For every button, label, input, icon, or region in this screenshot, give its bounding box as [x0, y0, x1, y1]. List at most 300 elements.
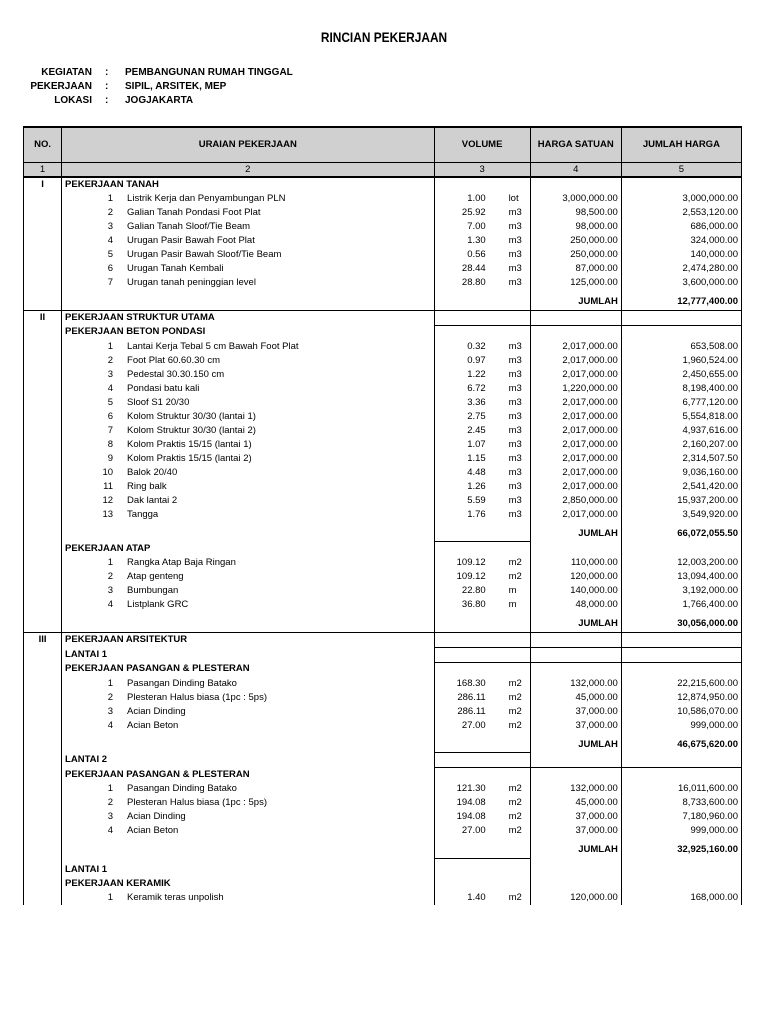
subtotal-label: JUMLAH	[530, 737, 621, 753]
unit-price: 1,220,000.00	[530, 382, 621, 396]
item-wrap	[65, 382, 431, 396]
item-description	[62, 234, 435, 248]
volume-cell	[434, 206, 530, 220]
volume-unit: m2	[508, 557, 522, 568]
line-item-row	[24, 192, 742, 206]
unit-price: 110,000.00	[530, 556, 621, 570]
col-header-volume: VOLUME	[434, 127, 530, 163]
item-wrap	[65, 508, 431, 522]
item-wrap	[65, 368, 431, 382]
volume-unit: m2	[508, 797, 522, 808]
item-wrap	[65, 556, 431, 570]
subtotal-label: JUMLAH	[530, 616, 621, 632]
item-description	[62, 368, 435, 382]
item-description	[62, 382, 435, 396]
line-item-row	[24, 340, 742, 354]
number-cell	[24, 466, 62, 480]
unit-price: 37,000.00	[530, 719, 621, 733]
subtotal-row	[24, 616, 742, 632]
line-item-row	[24, 466, 742, 480]
unit-price: 2,017,000.00	[530, 368, 621, 382]
item-number: 3	[107, 811, 114, 822]
subsection-title: PEKERJAAN ATAP	[62, 542, 435, 557]
item-description	[62, 466, 435, 480]
volume-cell	[434, 542, 530, 557]
section-title: PEKERJAAN STRUKTUR UTAMA	[62, 310, 435, 325]
item-number: 2	[107, 691, 114, 703]
volume-unit: m3	[508, 396, 522, 408]
subtotal-label: JUMLAH	[530, 294, 621, 310]
spacer-cell	[62, 737, 435, 753]
volume-cell	[434, 354, 530, 368]
subtotal-value: 12,777,400.00	[621, 294, 741, 310]
item-number: 9	[107, 452, 114, 464]
unit-price: 2,017,000.00	[530, 480, 621, 494]
line-item-row	[24, 438, 742, 452]
subsection-header-row	[24, 877, 742, 891]
item-description	[62, 262, 435, 276]
line-item-row	[24, 782, 742, 796]
item-wrap	[65, 192, 431, 206]
volume-unit: m3	[508, 235, 522, 246]
item-description	[62, 452, 435, 466]
item-name: Dak lantai 2	[127, 494, 178, 506]
item-name: Listrik Kerja dan Penyambungan PLN	[127, 193, 286, 204]
total-price: 12,874,950.00	[621, 691, 741, 705]
line-item-row	[24, 584, 742, 598]
subsection-header-row	[24, 647, 742, 662]
total-price: 3,600,000.00	[621, 276, 741, 290]
line-item-row	[24, 248, 742, 262]
volume-cell	[434, 368, 530, 382]
volume-cell	[434, 824, 530, 838]
number-cell	[24, 206, 62, 220]
total-price: 324,000.00	[621, 234, 741, 248]
volume-cell	[434, 294, 530, 310]
line-item-row	[24, 598, 742, 612]
volume-cell	[434, 276, 530, 290]
item-number: 2	[107, 797, 114, 808]
item-wrap	[65, 824, 431, 838]
item-wrap	[65, 810, 431, 824]
unit-price-cell	[530, 877, 621, 891]
item-number: 4	[107, 719, 114, 731]
total-price: 4,937,616.00	[621, 424, 741, 438]
volume-unit: lot	[508, 193, 519, 204]
volume-cell	[434, 768, 530, 783]
volume-cell	[434, 891, 530, 905]
item-description	[62, 556, 435, 570]
volume-cell	[434, 262, 530, 276]
item-wrap	[65, 782, 431, 796]
volume-cell	[434, 598, 530, 612]
meta-value: JOGJAKARTA	[125, 95, 194, 106]
item-number: 4	[107, 235, 114, 246]
line-item-row	[24, 719, 742, 733]
unit-price: 2,017,000.00	[530, 466, 621, 480]
volume-value: 28.44	[461, 263, 486, 274]
total-price: 3,192,000.00	[621, 584, 741, 598]
volume-value: 7.00	[467, 221, 486, 232]
number-cell	[24, 368, 62, 382]
number-cell	[24, 234, 62, 248]
line-item-row	[24, 276, 742, 290]
item-number: 6	[107, 263, 114, 274]
item-wrap	[65, 452, 431, 466]
item-name: Urugan Pasir Bawah Foot Plat	[127, 235, 255, 246]
item-number: 6	[107, 410, 114, 422]
unit-price: 48,000.00	[530, 598, 621, 612]
line-item-row	[24, 206, 742, 220]
line-item-row	[24, 891, 742, 905]
number-cell	[24, 647, 62, 662]
unit-price: 37,000.00	[530, 824, 621, 838]
section-header-row	[24, 632, 742, 647]
volume-unit: m2	[508, 705, 522, 717]
line-item-row	[24, 424, 742, 438]
volume-value: 22.80	[461, 585, 486, 596]
item-wrap	[65, 570, 431, 584]
unit-price: 87,000.00	[530, 262, 621, 276]
item-name: Ring balk	[127, 480, 167, 492]
subtotal-label: JUMLAH	[530, 526, 621, 542]
item-wrap	[65, 206, 431, 220]
subtotal-value: 66,072,055.50	[621, 526, 741, 542]
unit-price: 2,017,000.00	[530, 452, 621, 466]
item-name: Kolom Struktur 30/30 (lantai 2)	[127, 424, 256, 436]
number-cell	[24, 598, 62, 612]
column-index-row	[24, 163, 742, 178]
item-name: Acian Dinding	[127, 705, 186, 717]
subtotal-value: 46,675,620.00	[621, 737, 741, 753]
total-price: 3,549,920.00	[621, 508, 741, 522]
total-price-cell	[621, 542, 741, 557]
line-item-row	[24, 796, 742, 810]
subsection-title: PEKERJAAN BETON PONDASI	[62, 325, 435, 340]
item-number: 11	[103, 480, 114, 492]
total-price-cell	[621, 863, 741, 877]
line-item-row	[24, 262, 742, 276]
volume-value: 1.76	[467, 508, 486, 520]
item-wrap	[65, 480, 431, 494]
volume-value: 194.08	[456, 811, 486, 822]
item-name: Pondasi batu kali	[127, 382, 200, 394]
volume-value: 286.11	[457, 691, 486, 703]
total-price: 8,198,400.00	[621, 382, 741, 396]
item-number: 7	[107, 277, 114, 288]
total-price: 16,011,600.00	[621, 782, 741, 796]
item-number: 8	[107, 438, 114, 450]
volume-cell	[434, 753, 530, 768]
section-number: III	[24, 632, 62, 647]
line-item-row	[24, 396, 742, 410]
volume-unit: m3	[508, 508, 522, 520]
spacer-cell	[62, 616, 435, 632]
volume-value: 27.00	[461, 825, 486, 836]
total-price: 9,036,160.00	[621, 466, 741, 480]
volume-cell	[434, 480, 530, 494]
item-number: 1	[107, 340, 114, 352]
number-cell	[24, 863, 62, 877]
item-wrap	[65, 598, 431, 612]
item-number: 10	[102, 466, 114, 478]
volume-unit: m3	[508, 410, 522, 422]
unit-price: 98,500.00	[530, 206, 621, 220]
total-price: 2,541,420.00	[621, 480, 741, 494]
item-number: 5	[107, 249, 114, 260]
volume-cell	[434, 662, 530, 677]
item-description	[62, 584, 435, 598]
item-description	[62, 719, 435, 733]
unit-price-cell	[530, 177, 621, 192]
number-cell	[24, 262, 62, 276]
number-cell	[24, 410, 62, 424]
item-name: Atap genteng	[127, 571, 184, 582]
line-item-row	[24, 705, 742, 719]
volume-unit: m3	[508, 340, 522, 352]
item-name: Pasangan Dinding Batako	[127, 783, 237, 794]
volume-unit: m3	[508, 368, 522, 380]
item-name: Plesteran Halus biasa (1pc : 5ps)	[127, 797, 267, 808]
unit-price: 2,017,000.00	[530, 354, 621, 368]
line-item-row	[24, 368, 742, 382]
volume-cell	[434, 508, 530, 522]
item-description	[62, 340, 435, 354]
volume-value: 286.11	[457, 705, 486, 717]
item-wrap	[65, 396, 431, 410]
total-price: 653,508.00	[621, 340, 741, 354]
line-item-row	[24, 691, 742, 705]
volume-cell	[434, 424, 530, 438]
volume-cell	[434, 396, 530, 410]
item-description	[62, 396, 435, 410]
number-cell	[24, 276, 62, 290]
volume-cell	[434, 220, 530, 234]
subsection-title: PEKERJAAN KERAMIK	[62, 877, 435, 891]
unit-price-cell	[530, 863, 621, 877]
col-index: 5	[621, 163, 741, 178]
volume-unit: m2	[508, 811, 522, 822]
number-cell	[24, 719, 62, 733]
subtotal-value: 30,056,000.00	[621, 616, 741, 632]
table-body	[24, 163, 742, 905]
table-header-row	[24, 127, 742, 163]
volume-cell	[434, 810, 530, 824]
item-name: Lantai Kerja Tebal 5 cm Bawah Foot Plat	[127, 340, 299, 352]
number-cell	[24, 382, 62, 396]
item-description	[62, 220, 435, 234]
volume-cell	[434, 248, 530, 262]
volume-value: 168.30	[456, 677, 486, 689]
item-name: Pedestal 30.30.150 cm	[127, 368, 225, 380]
number-cell	[24, 842, 62, 858]
total-price: 6,777,120.00	[621, 396, 741, 410]
subtotal-label: JUMLAH	[530, 842, 621, 858]
volume-value: 1.40	[467, 891, 486, 903]
volume-cell	[434, 863, 530, 877]
item-number: 3	[107, 705, 114, 717]
volume-unit: m3	[508, 466, 522, 478]
subsection-header-row	[24, 768, 742, 783]
unit-price: 125,000.00	[530, 276, 621, 290]
volume-unit: m2	[508, 571, 522, 582]
number-cell	[24, 192, 62, 206]
volume-cell	[434, 782, 530, 796]
total-price-cell	[621, 753, 741, 768]
unit-price-cell	[530, 632, 621, 647]
line-item-row	[24, 234, 742, 248]
col-header-uraian: URAIAN PEKERJAAN	[62, 127, 435, 163]
unit-price: 2,017,000.00	[530, 508, 621, 522]
item-name: Balok 20/40	[127, 466, 178, 478]
volume-cell	[434, 647, 530, 662]
volume-value: 3.36	[467, 396, 486, 408]
item-name: Sloof S1 20/30	[127, 396, 190, 408]
total-price-cell	[621, 647, 741, 662]
spacer-cell	[62, 294, 435, 310]
unit-price: 2,017,000.00	[530, 340, 621, 354]
col-index: 4	[530, 163, 621, 178]
spacer-cell	[62, 526, 435, 542]
total-price: 5,554,818.00	[621, 410, 741, 424]
total-price-cell	[621, 768, 741, 783]
item-description	[62, 248, 435, 262]
total-price-cell	[621, 877, 741, 891]
unit-price: 98,000.00	[530, 220, 621, 234]
subtotal-row	[24, 526, 742, 542]
number-cell	[24, 891, 62, 905]
spacer-cell	[62, 842, 435, 858]
item-name: Urugan Tanah Kembali	[127, 263, 224, 274]
total-price: 2,474,280.00	[621, 262, 741, 276]
meta-colon: :	[105, 95, 109, 106]
volume-unit: m3	[508, 452, 522, 464]
line-item-row	[24, 677, 742, 691]
item-wrap	[65, 891, 431, 905]
number-cell	[24, 396, 62, 410]
volume-cell	[434, 632, 530, 647]
number-cell	[24, 508, 62, 522]
subtotal-row	[24, 294, 742, 310]
item-name: Listplank GRC	[127, 599, 189, 610]
item-description	[62, 354, 435, 368]
volume-value: 2.45	[467, 424, 486, 436]
item-wrap	[65, 248, 431, 262]
col-header-harga-satuan: HARGA SATUAN	[530, 127, 621, 163]
item-number: 1	[107, 557, 114, 568]
item-name: Keramik teras unpolish	[127, 891, 224, 903]
volume-unit: m3	[508, 382, 522, 394]
meta-label: LOKASI	[54, 95, 92, 106]
subsection-header-row	[24, 863, 742, 877]
subsection-title: LANTAI 2	[62, 753, 435, 768]
total-price: 10,586,070.00	[621, 705, 741, 719]
item-number: 1	[107, 783, 114, 794]
item-description	[62, 206, 435, 220]
item-name: Bumbungan	[127, 585, 179, 596]
item-name: Acian Dinding	[127, 811, 186, 822]
col-index: 2	[62, 163, 435, 178]
volume-unit: m3	[508, 207, 522, 218]
item-wrap	[65, 438, 431, 452]
total-price: 2,314,507.50	[621, 452, 741, 466]
number-cell	[24, 877, 62, 891]
item-wrap	[65, 354, 431, 368]
volume-cell	[434, 494, 530, 508]
line-item-row	[24, 810, 742, 824]
unit-price: 2,017,000.00	[530, 438, 621, 452]
item-wrap	[65, 410, 431, 424]
unit-price-cell	[530, 310, 621, 325]
volume-cell	[434, 310, 530, 325]
section-title: PEKERJAAN ARSITEKTUR	[62, 632, 435, 647]
volume-value: 6.72	[467, 382, 486, 394]
item-name: Kolom Struktur 30/30 (lantai 1)	[127, 410, 256, 422]
unit-price: 2,017,000.00	[530, 396, 621, 410]
number-cell	[24, 753, 62, 768]
total-price: 12,003,200.00	[621, 556, 741, 570]
volume-unit: m2	[508, 783, 522, 794]
volume-cell	[434, 719, 530, 733]
volume-cell	[434, 570, 530, 584]
volume-cell	[434, 677, 530, 691]
total-price: 1,960,524.00	[621, 354, 741, 368]
volume-cell	[434, 691, 530, 705]
number-cell	[24, 294, 62, 310]
unit-price: 2,017,000.00	[530, 424, 621, 438]
subsection-title: LANTAI 1	[62, 863, 435, 877]
work-details-table	[23, 126, 742, 905]
item-description	[62, 508, 435, 522]
item-number: 2	[107, 571, 114, 582]
unit-price: 132,000.00	[530, 677, 621, 691]
volume-unit: m3	[508, 263, 522, 274]
col-index: 1	[24, 163, 62, 178]
total-price-cell	[621, 325, 741, 340]
volume-cell	[434, 438, 530, 452]
item-number: 12	[102, 494, 114, 506]
section-number: I	[24, 177, 62, 192]
unit-price-cell	[530, 542, 621, 557]
item-number: 4	[107, 825, 114, 836]
volume-cell	[434, 877, 530, 891]
number-cell	[24, 340, 62, 354]
item-wrap	[65, 340, 431, 354]
item-name: Tangga	[127, 508, 159, 520]
volume-value: 194.08	[456, 797, 486, 808]
volume-unit: m2	[508, 677, 522, 689]
volume-unit: m2	[508, 719, 522, 731]
number-cell	[24, 616, 62, 632]
volume-value: 5.59	[467, 494, 486, 506]
unit-price: 132,000.00	[530, 782, 621, 796]
volume-unit: m	[508, 585, 517, 596]
total-price: 8,733,600.00	[621, 796, 741, 810]
subsection-header-row	[24, 542, 742, 557]
page-title: RINCIAN PEKERJAAN	[320, 29, 448, 45]
volume-cell	[434, 340, 530, 354]
item-description	[62, 438, 435, 452]
volume-cell	[434, 234, 530, 248]
item-description	[62, 424, 435, 438]
volume-value: 36.80	[461, 599, 486, 610]
item-description	[62, 705, 435, 719]
volume-cell	[434, 526, 530, 542]
volume-value: 4.48	[467, 466, 486, 478]
item-number: 3	[107, 368, 114, 380]
item-wrap	[65, 276, 431, 290]
unit-price: 120,000.00	[530, 570, 621, 584]
